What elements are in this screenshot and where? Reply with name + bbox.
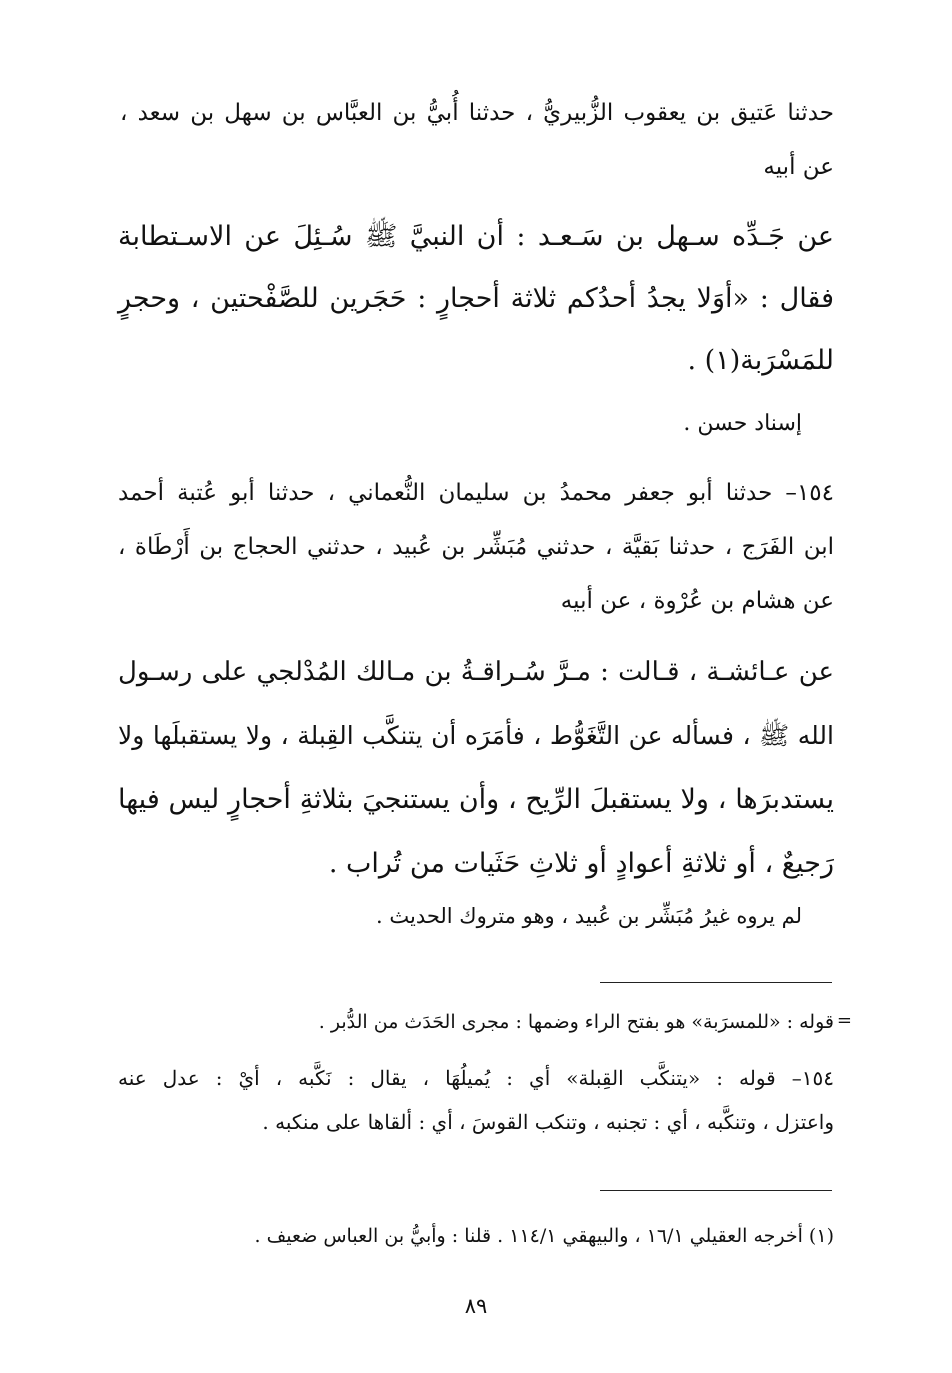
isnad-line: عن هشام بن عُرْوة ، عن أبيه — [560, 588, 834, 614]
hadith-153-matn — [118, 206, 834, 392]
hadith-153-isnad — [120, 86, 834, 194]
note-continuation — [120, 1000, 834, 1044]
continuation-marker: = — [836, 1010, 852, 1031]
grade-text: لم يروه غيرُ مُبَشِّر بن عُبيد ، وهو متروك الحديث . — [376, 904, 802, 928]
grade-text: إسناد حسن . — [683, 411, 802, 436]
note-154 — [118, 1056, 834, 1144]
matn-line: رَجيعٌ ، أو ثلاثةِ أعوادٍ أو ثلاثِ حَثَيات من تُراب . — [328, 848, 834, 879]
matn-line: عن جَـدِّه سـهل بن سَـعـد : أن النبيَّ ﷺ سُـئِلَ عن الاسـتطابة — [118, 221, 834, 252]
note-line: قوله : «للمسرَبة» هو بفتح الراء وضمها : مجرى الحَدَث من الدُّبر . — [318, 1011, 834, 1033]
matn-line: للمَسْرَبة(١) . — [687, 345, 834, 376]
hadith-154-matn — [118, 640, 834, 896]
hadith-154-grade — [120, 894, 802, 938]
note-line: ١٥٤– قوله : «يتنكَّب القِبلة» أي : يُميلُهَا ، يقال : نَكَّبه ، أيْ : عدل عنه — [118, 1066, 834, 1090]
notes-separator — [600, 982, 832, 983]
matn-line: عن عـائشـة ، قـالت : مـرَّ سُـراقـةُ بن مـالك المُدْلجي على رسـول — [118, 657, 834, 687]
isnad-line: ابن الفَرَج ، حدثنا بَقيَّة ، حدثني مُبَشِّر بن عُبيد ، حدثني الحجاج بن أَرْطَاة ، — [118, 534, 834, 560]
page-number: ٨٩ — [464, 1294, 488, 1318]
isnad-line: عن أبيه — [763, 154, 834, 180]
hadith-154-isnad — [118, 466, 834, 628]
isnad-line: حدثنا عَتيق بن يعقوب الزُّبيريُّ ، حدثنا أُبيُّ بن العبَّاس بن سهل بن سعد ، — [120, 100, 834, 126]
matn-line: فقال : «أوَلا يجدُ أحدُكم ثلاثة أحجارٍ : حَجَرين للصَّفْحتين ، وحجرٍ — [118, 283, 834, 314]
note-line: واعتزل ، وتنكَّبه ، أي : تجنبه ، وتنكب القوسَ ، أي : ألقاها على منكبه . — [262, 1110, 834, 1134]
hadith-153-grade — [120, 402, 802, 446]
matn-line: يستدبرَها ، ولا يستقبلَ الرِّيح ، وأن يستنجيَ بثلاثةِ أحجارٍ ليس فيها — [118, 784, 834, 815]
isnad-line: ١٥٤– حدثنا أبو جعفر محمدُ بن سليمان النُّعماني ، حدثنا أبو عُتبة أحمد — [118, 480, 834, 506]
footnote — [120, 1214, 834, 1258]
footnote-line: (١) أخرجه العقيلي ١٦/١ ، والبيهقي ١١٤/١ . قلنا : وأبيُّ بن العباس ضعيف . — [254, 1225, 834, 1247]
footnote-separator — [600, 1190, 832, 1191]
matn-line: الله ﷺ ، فسأله عن التَّغَوُّط ، فأمَرَه أن يتنكَّب القِبلة ، ولا يستقبلَها ولا — [118, 721, 834, 750]
